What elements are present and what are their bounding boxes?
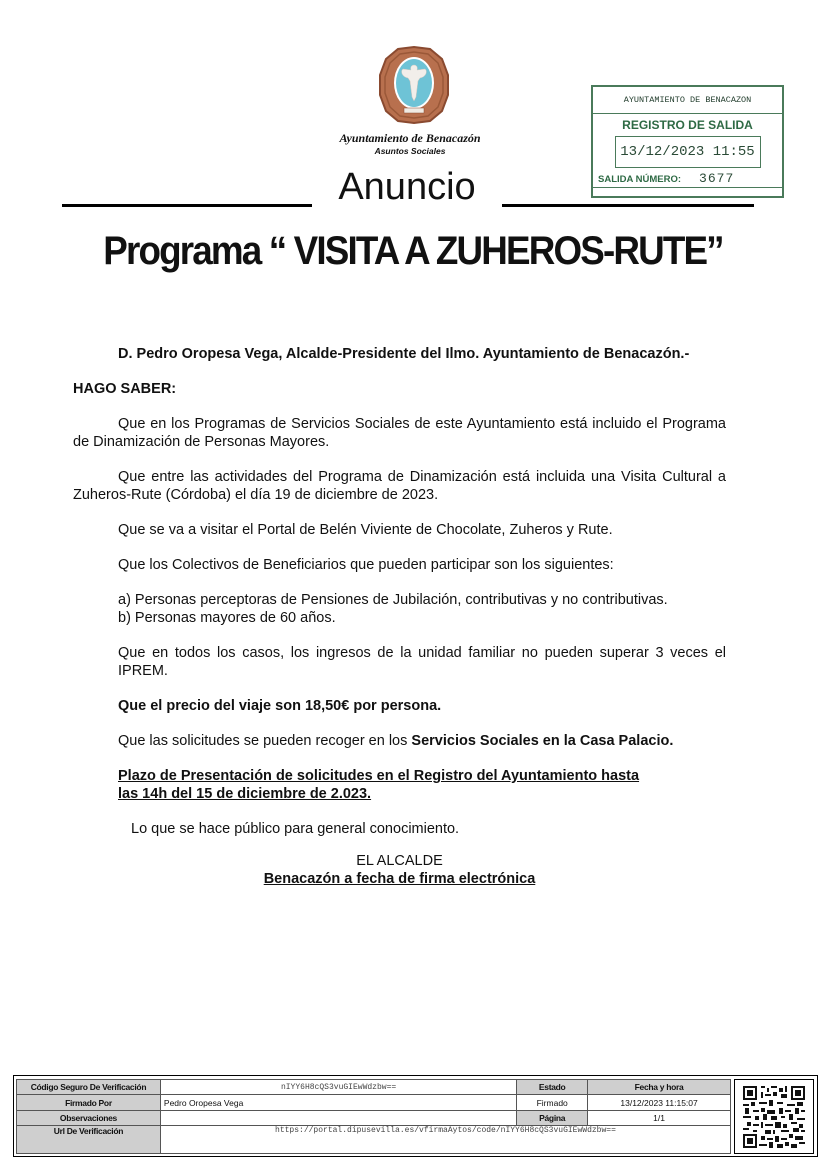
table-row [17, 1110, 731, 1125]
intro-paragraph: D. Pedro Oropesa Vega, Alcalde-Presidente del Ilmo. Ayuntamiento de Benacazón.- [118, 346, 690, 362]
heading-rule-left [62, 204, 312, 207]
registry-stamp [591, 85, 784, 198]
page-value: 1/1 [588, 1110, 731, 1125]
paragraph-income: Que en todos los casos, los ingresos de la unidad familiar no pueden superar 3 veces el IPREM. [118, 645, 726, 679]
paragraph-applications [73, 732, 726, 750]
table-row [17, 1095, 731, 1110]
stamp-datetime: 13/12/2023 11:55 [615, 136, 761, 168]
csv-label: Código Seguro De Verificación [17, 1080, 161, 1095]
observations-value [160, 1110, 516, 1125]
table-row [17, 1080, 731, 1095]
paragraph-visit: Que entre las actividades del Programa de Dinamización está incluida una Visita Cultural a Zuheros-Rute (Córdoba) el día 19 de diciembre de 2023. [73, 469, 726, 503]
deadline-line-2: las 14h del 15 de diciembre de 2.023. [118, 786, 372, 802]
verification-table [16, 1079, 731, 1154]
datetime-value: 13/12/2023 11:15:07 [588, 1095, 731, 1110]
csv-value: nIYY6H8cQS3vuGIEwWdzbw== [160, 1080, 516, 1095]
verification-url[interactable]: https://portal.dipusevilla.es/vfirmaAytos/code/nIYY6H8cQS3vuGIEwWdzbw== [160, 1126, 730, 1154]
table-row [17, 1126, 731, 1154]
beneficiaries-list [73, 591, 726, 627]
signed-by-label: Firmado Por [17, 1095, 161, 1110]
paragraph-beneficiaries: Que los Colectivos de Beneficiarios que pueden participar son los siguientes: [118, 557, 614, 573]
paragraph-price: Que el precio del viaje son 18,50€ por persona. [118, 698, 442, 714]
organization-name: Ayuntamiento de Benacazón [339, 131, 481, 145]
document-type: Anuncio [338, 166, 476, 208]
coat-of-arms-logo [376, 45, 452, 125]
status-value: Firmado [517, 1095, 588, 1110]
signed-by-value: Pedro Oropesa Vega [160, 1095, 516, 1110]
coat-of-arms-dove-icon [376, 45, 452, 125]
stamp-title: REGISTRO DE SALIDA [622, 118, 753, 132]
list-item: b) Personas mayores de 60 años. [118, 610, 336, 626]
signer-title: EL ALCALDE [356, 853, 443, 869]
department-name: Asuntos Sociales [374, 146, 446, 156]
qr-code-icon [741, 1084, 807, 1150]
deadline-paragraph [73, 767, 726, 803]
list-item: a) Personas perceptoras de Pensiones de Jubilación, contributivas y no contributivas. [118, 592, 668, 608]
closing-paragraph: Lo que se hace público para general conocimiento. [131, 821, 460, 837]
hago-saber-heading: HAGO SABER: [73, 381, 177, 397]
status-label: Estado [517, 1080, 588, 1095]
stamp-number-row [593, 171, 782, 188]
heading-rule-right [502, 204, 754, 207]
datetime-label: Fecha y hora [588, 1080, 731, 1095]
observations-label: Observaciones [17, 1110, 161, 1125]
stamp-number: 3677 [699, 171, 735, 186]
signer-place: Benacazón a fecha de firma electrónica [263, 871, 536, 887]
url-label: Url De Verificación [17, 1126, 161, 1154]
page-title: Programa “ VISITA A ZUHEROS-RUTE” [103, 229, 723, 273]
applications-location: Servicios Sociales en la Casa Palacio. [411, 733, 674, 749]
announcement-body [73, 345, 726, 888]
applications-text: Que las solicitudes se pueden recoger en los [118, 733, 412, 749]
stamp-number-label: SALIDA NÚMERO: [598, 174, 682, 185]
qr-code[interactable] [734, 1079, 814, 1154]
paragraph-program: Que en los Programas de Servicios Sociales de este Ayuntamiento está incluido el Programa de Dinamización de Personas Mayores. [73, 416, 726, 450]
paragraph-itinerary: Que se va a visitar el Portal de Belén Viviente de Chocolate, Zuheros y Rute. [118, 522, 613, 538]
stamp-organization: AYUNTAMIENTO DE BENACAZON [593, 87, 782, 114]
deadline-line-1: Plazo de Presentación de solicitudes en el Registro del Ayuntamiento hasta [118, 768, 640, 784]
verification-footer [13, 1075, 818, 1157]
page-label: Página [517, 1110, 588, 1125]
